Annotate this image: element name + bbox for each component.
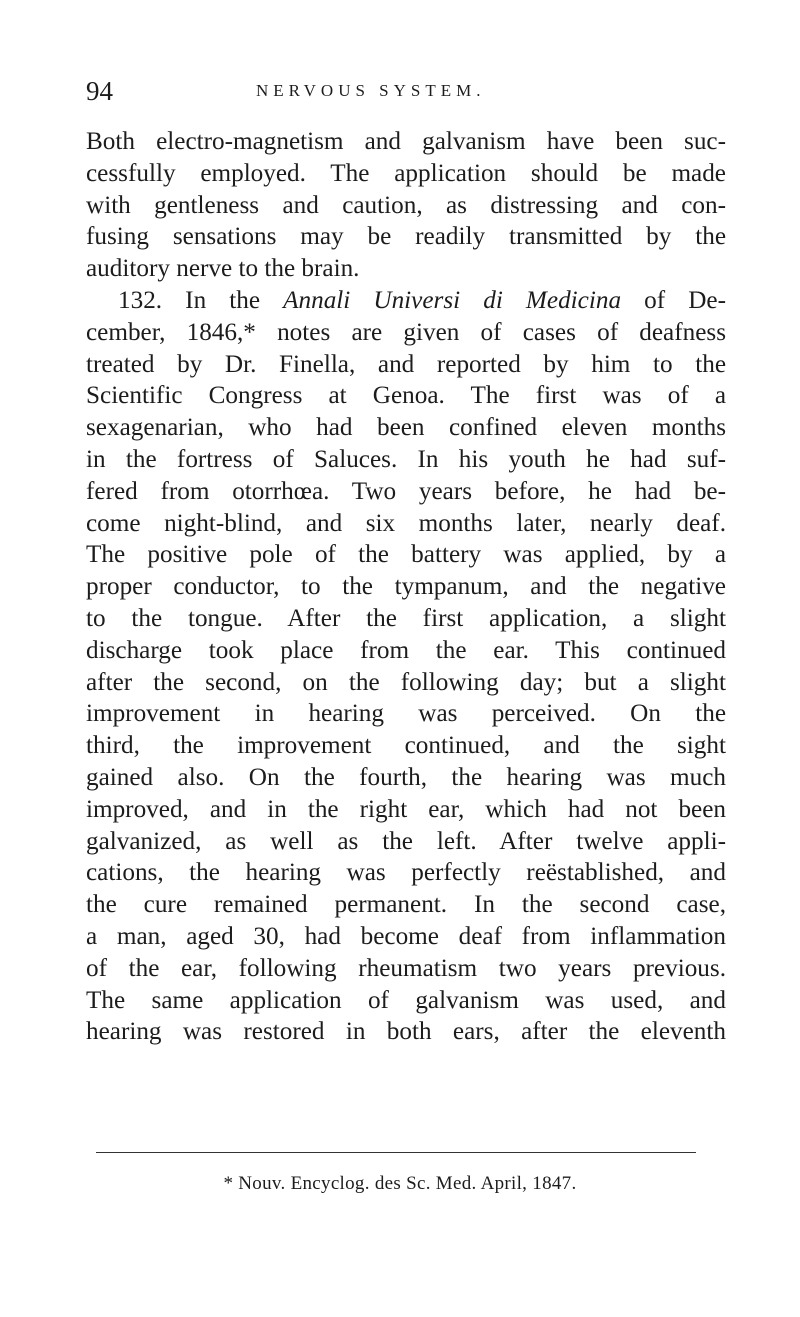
- text-line: of the ear, following rheumatism two years previous.: [86, 954, 726, 982]
- text-line: sexagenarian, who had been confined eleven months: [86, 414, 726, 442]
- page-number: 94: [86, 76, 113, 106]
- text-line: cations, the hearing was perfectly reëstablished, and: [86, 859, 726, 887]
- text-line: third, the improvement continued, and the sight: [86, 732, 726, 760]
- text-fragment: of De-: [621, 286, 726, 314]
- text-line: with gentleness and caution, as distressing and con-: [86, 191, 726, 219]
- running-title: NERVOUS SYSTEM.: [256, 81, 486, 100]
- text-line: treated by Dr. Finella, and reported by him to the: [86, 350, 726, 378]
- text-line: hearing was restored in both ears, after the eleventh: [86, 1018, 726, 1046]
- text-line: improved, and in the right ear, which had not been: [86, 795, 726, 823]
- text-line: fusing sensations may be readily transmitted by the: [86, 223, 726, 251]
- text-line: in the fortress of Saluces. In his youth he had suf-: [86, 445, 726, 473]
- text-line: The positive pole of the battery was applied, by a: [86, 541, 726, 569]
- text-line: come night-blind, and six months later, nearly deaf.: [86, 509, 726, 537]
- text-line: proper conductor, to the tympanum, and the negative: [86, 573, 726, 601]
- text-line: [86, 285, 726, 317]
- running-head: [86, 68, 726, 108]
- text-line: Both electro-magnetism and galvanism have been suc-: [86, 128, 726, 155]
- paragraph-2: [86, 285, 726, 1048]
- section-number-text: 132. In the: [118, 286, 284, 314]
- book-page: [86, 68, 726, 1048]
- body-text: [86, 126, 726, 1048]
- text-line: galvanized, as well as the left. After twelve appli-: [86, 827, 726, 855]
- text-line: cessfully employed. The application should be made: [86, 159, 726, 187]
- text-line: fered from otorrhœa. Two years before, he had be-: [86, 477, 726, 505]
- footnote: * Nouv. Encyclog. des Sc. Med. April, 1847.: [223, 1173, 577, 1194]
- text-line: a man, aged 30, had become deaf from inflammation: [86, 922, 726, 950]
- text-line: auditory nerve to the brain.: [86, 255, 360, 283]
- footnote-divider: [96, 1152, 696, 1153]
- text-line: cember, 1846,* notes are given of cases of deafness: [86, 318, 726, 346]
- text-line: improvement in hearing was perceived. On the: [86, 700, 726, 728]
- text-line: the cure remained permanent. In the second case,: [86, 891, 726, 919]
- text-line: after the second, on the following day; but a slight: [86, 668, 726, 696]
- paragraph-1: [86, 126, 726, 285]
- text-line: to the tongue. After the first application, a slight: [86, 604, 726, 632]
- journal-title: Annali Universi di Medicina: [283, 286, 622, 314]
- text-line: discharge took place from the ear. This continued: [86, 636, 726, 664]
- text-line: Scientific Congress at Genoa. The first was of a: [86, 382, 726, 410]
- text-line: gained also. On the fourth, the hearing was much: [86, 763, 726, 791]
- text-line: The same application of galvanism was used, and: [86, 986, 726, 1014]
